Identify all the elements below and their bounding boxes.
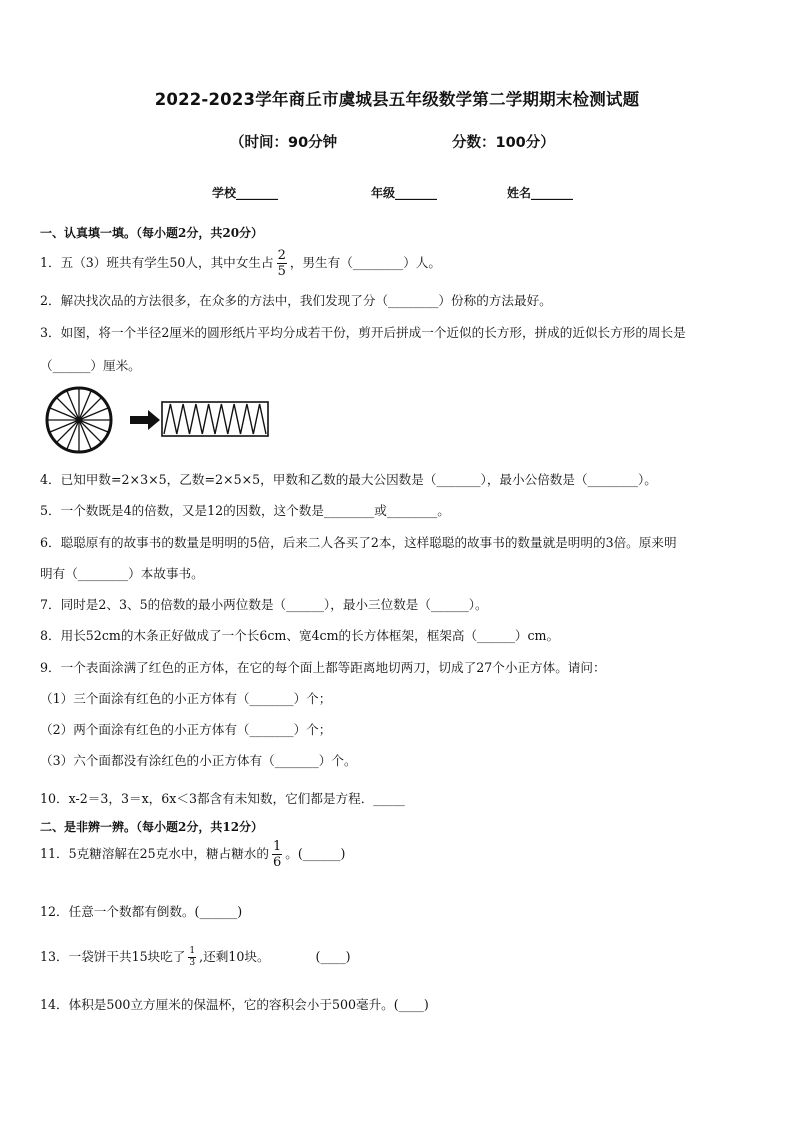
fraction-numerator: 2: [277, 248, 286, 263]
fraction-denominator: 6: [272, 855, 282, 870]
school-field: 学校_______: [212, 186, 279, 200]
page-title: 2022-2023学年商丘市虞城县五年级数学第二学期期末检测试题: [154, 90, 640, 109]
divided-circle-icon: [47, 388, 111, 452]
question-9-part-2: （2）两个面涂有红色的小正方体有（_______）个；: [40, 722, 332, 737]
fraction: [272, 839, 282, 870]
question-1-pre: 1．五（3）班共有学生50人，其中女生占: [40, 255, 274, 270]
fraction: [188, 946, 196, 969]
fraction-denominator: 3: [189, 958, 196, 968]
question-9-part-1: （1）三个面涂有红色的小正方体有（_______）个；: [40, 691, 332, 706]
question-3-line-1: 3．如图，将一个半径2厘米的圆形纸片平均分成若干份，剪开后拼成一个近似的长方形，拼成的近似长方形的周长是: [40, 325, 686, 340]
approximate-rectangle-icon: [162, 402, 268, 436]
question-12: 12．任意一个数都有倒数。(______): [40, 904, 243, 919]
question-6-line-2: 明有（________）本故事书。: [40, 566, 204, 581]
fraction-denominator: 5: [277, 264, 286, 279]
section-1-heading: 一、认真填一填。（每小题2分，共20分）: [40, 226, 264, 240]
question-11: [40, 839, 345, 870]
question-5: 5．一个数既是4的倍数，又是12的因数，这个数是________或________。: [40, 503, 450, 518]
question-1: [40, 248, 441, 279]
fraction-numerator: 1: [189, 946, 196, 956]
question-8: 8．用长52cm的木条正好做成了一个长6cm、宽4cm的长方体框架，框架高（______）cm。: [40, 628, 560, 643]
fraction: [277, 248, 287, 279]
question-7: 7．同时是2、3、5的倍数的最小两位数是（______），最小三位数是（______）。: [40, 597, 488, 612]
question-3-line-2: （______）厘米。: [40, 358, 141, 373]
grade-field: 年级_______: [371, 186, 438, 200]
question-1-post: ，男生有（________）人。: [289, 255, 441, 270]
name-field: 姓名_______: [507, 186, 574, 200]
question-13-blank: (____): [315, 949, 351, 964]
question-2: 2．解决找次品的方法很多，在众多的方法中，我们发现了分（________）份称的方法最好。: [40, 293, 552, 308]
fraction-numerator: 1: [272, 839, 282, 854]
question-14: 14．体积是500立方厘米的保温杯，它的容积会小于500毫升。(____): [40, 997, 429, 1012]
score-label: 分数：100分）: [452, 135, 555, 151]
question-4: 4．已知甲数=2×3×5，乙数=2×5×5，甲数和乙数的最大公因数是（_______），最小公倍数是（________）。: [40, 472, 657, 487]
time-label: （时间：90分钟: [230, 135, 338, 151]
question-10: 10．x-2＝3，3＝x，6x＜3都含有未知数，它们都是方程．_____: [40, 791, 405, 806]
question-13: [40, 946, 351, 969]
arrow-icon: [130, 410, 160, 430]
circle-to-rectangle-figure: [44, 386, 274, 456]
question-13-post: ,还剩10块。: [199, 949, 270, 964]
question-6-line-1: 6．聪聪原有的故事书的数量是明明的5倍，后来二人各买了2本，这样聪聪的故事书的数量就是明明的3倍。原来明: [40, 535, 677, 550]
question-11-pre: 11．5克糖溶解在25克水中，糖占糖水的: [40, 846, 269, 861]
question-9-part-3: （3）六个面都没有涂红色的小正方体有（_______）个。: [40, 753, 357, 768]
section-2-heading: 二、是非辨一辨。（每小题2分，共12分）: [40, 820, 264, 834]
question-9: 9．一个表面涂满了红色的正方体，在它的每个面上都等距离地切两刀，切成了27个小正方体。请问：: [40, 660, 606, 675]
question-11-post: 。(______): [285, 846, 346, 861]
question-13-pre: 13．一袋饼干共15块吃了: [40, 949, 186, 964]
